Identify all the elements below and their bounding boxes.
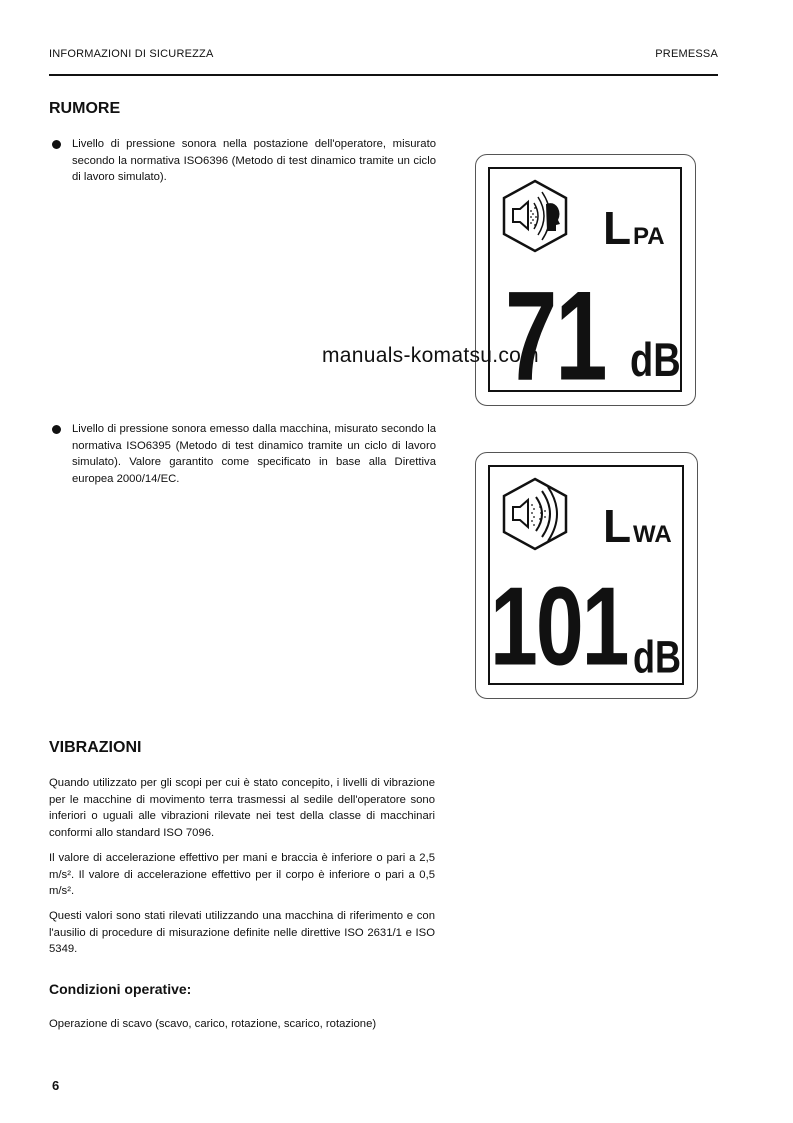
label-unit: dB xyxy=(630,334,681,387)
label-subscript: PA xyxy=(633,223,665,250)
noise-bullet-machine xyxy=(52,421,436,487)
noise-label-frame xyxy=(488,465,684,690)
operating-conditions-text: Operazione di scavo (scavo, carico, rotazione, scarico, rotazione) xyxy=(49,1018,377,1030)
header-divider xyxy=(49,74,718,76)
running-header-chapter: PREMESSA xyxy=(655,48,718,60)
vibration-paragraph: Quando utilizzato per gli scopi per cui è stato concepito, i livelli di vibrazione per le macchine di movimento terra trasmessi al sedile dell'operatore sono inferiori o uguali alle vibrazioni rilevate nei test della classe di macchinari conformi allo standard ISO 7096. xyxy=(49,777,435,839)
vibration-paragraph: Il valore di accelerazione effettivo per mani e braccia è inferiore o pari a 2,5 m/s². Il valore di accelerazione effettivo per il corpo è inferiore o pari a 0,5 m/s². xyxy=(49,852,435,897)
noise-bullet-text: Livello di pressione sonora emesso dalla macchina, misurato secondo la normativa ISO6395 (Metodo di test dinamico tramite un ciclo di lavoro simulato). Valore garantito come specificato in base alla Direttiva europea 2000/14/EC. xyxy=(72,423,436,485)
noise-heading: RUMORE xyxy=(49,100,121,117)
operator-ear-noise-icon xyxy=(500,179,570,253)
label-unit: dB xyxy=(633,631,681,683)
vibration-heading: VIBRAZIONI xyxy=(49,739,142,756)
label-symbol-l: L xyxy=(603,500,632,552)
vibration-paragraph: Questi valori sono stati rilevati utilizzando una macchina di riferimento e con l'ausilio di procedure di misurazione definite nelle direttive ISO 2631/1 e ISO 5349. xyxy=(49,910,435,955)
operating-conditions-heading: Condizioni operative: xyxy=(49,981,192,997)
noise-bullet-text: Livello di pressione sonora nella postazione dell'operatore, misurato secondo la normativa ISO6396 (Metodo di test dinamico tramite un ciclo di lavoro simulato). xyxy=(72,138,436,183)
page-number: 6 xyxy=(52,1078,60,1093)
watermark-text: manuals-komatsu.com xyxy=(322,344,539,367)
running-header-section: INFORMAZIONI DI SICUREZZA xyxy=(49,48,214,60)
label-value: 71 xyxy=(505,264,606,407)
noise-label-lpa xyxy=(475,154,696,406)
label-value: 101 xyxy=(490,564,628,690)
noise-bullet-operator xyxy=(52,136,436,186)
bullet-dot-icon xyxy=(52,140,61,149)
label-symbol-l: L xyxy=(603,202,632,254)
bullet-dot-icon xyxy=(52,425,61,434)
noise-label-lwa xyxy=(475,452,698,699)
speaker-noise-icon xyxy=(500,477,570,551)
label-subscript: WA xyxy=(633,521,672,548)
